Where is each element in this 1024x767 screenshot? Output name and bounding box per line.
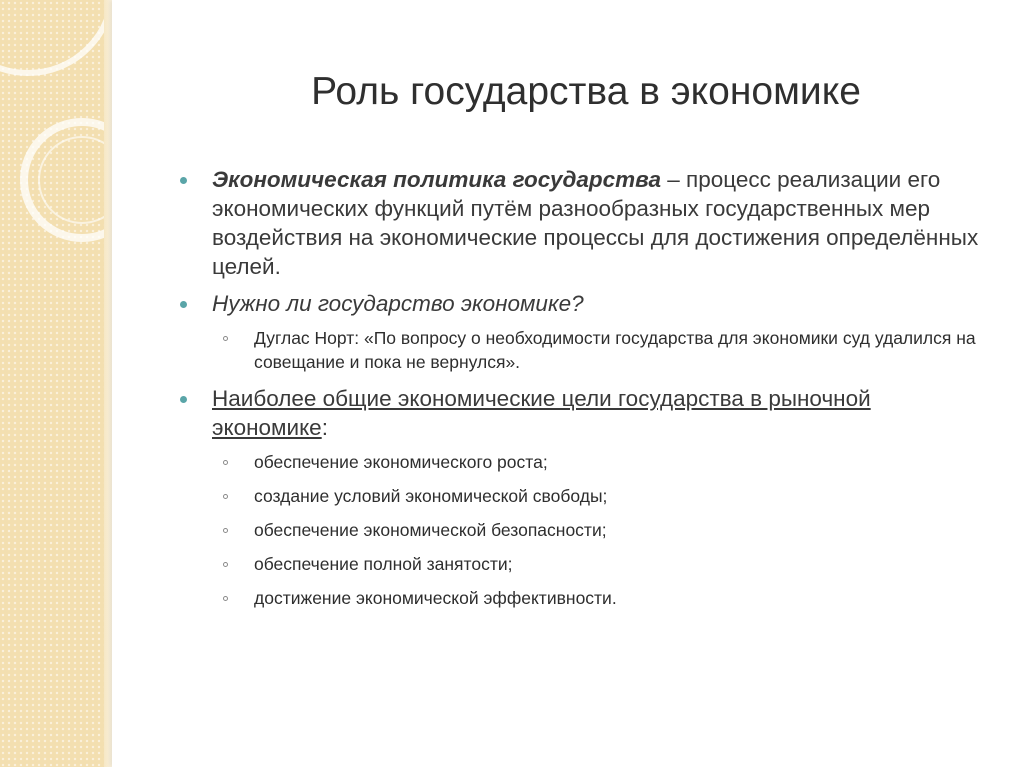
goal-item	[180, 552, 980, 576]
bullet-goals	[180, 384, 980, 442]
goal-item	[180, 484, 980, 508]
goal-text: достижение экономической эффективности.	[254, 588, 617, 608]
bullet-dot-icon	[180, 301, 187, 308]
decorative-sidebar	[0, 0, 112, 767]
bullet-question	[180, 289, 980, 318]
sub-bullet-circle-icon	[223, 336, 228, 341]
sub-bullet-circle-icon	[223, 528, 228, 533]
bullet-dot-icon	[180, 396, 187, 403]
quote-text: Дуглас Норт: «По вопросу о необходимости государства для экономики суд удалился на совещание и пока не вернулся».	[254, 328, 976, 372]
question-text: Нужно ли государство экономике?	[212, 291, 584, 316]
sub-bullet-circle-icon	[223, 596, 228, 601]
sub-bullet-circle-icon	[223, 562, 228, 567]
decorative-ring-top	[0, 0, 112, 76]
term-economic-policy: Экономическая политика государства	[212, 167, 661, 192]
slide-content	[180, 165, 980, 620]
goal-text: обеспечение экономического роста;	[254, 452, 548, 472]
goal-item	[180, 518, 980, 542]
goals-heading: Наиболее общие экономические цели государства в рыночной экономике	[212, 386, 871, 440]
bullet-dot-icon	[180, 177, 187, 184]
sub-bullet-circle-icon	[223, 494, 228, 499]
bullet-economic-policy	[180, 165, 980, 281]
goal-text: обеспечение экономической безопасности;	[254, 520, 607, 540]
quote-north	[180, 326, 980, 374]
sub-bullet-circle-icon	[223, 460, 228, 465]
definition-text: – процесс реализации его экономических функций путём разнообразных государственных мер воздействия на экономические процессы для достижения определённых целей.	[212, 167, 979, 279]
slide-title: Роль государства в экономике	[311, 70, 861, 113]
goal-text: создание условий экономической свободы;	[254, 486, 608, 506]
goal-item	[180, 450, 980, 474]
sidebar-edge	[104, 0, 112, 767]
goal-item	[180, 586, 980, 610]
goal-text: обеспечение полной занятости;	[254, 554, 513, 574]
goals-heading-colon: :	[321, 415, 328, 440]
